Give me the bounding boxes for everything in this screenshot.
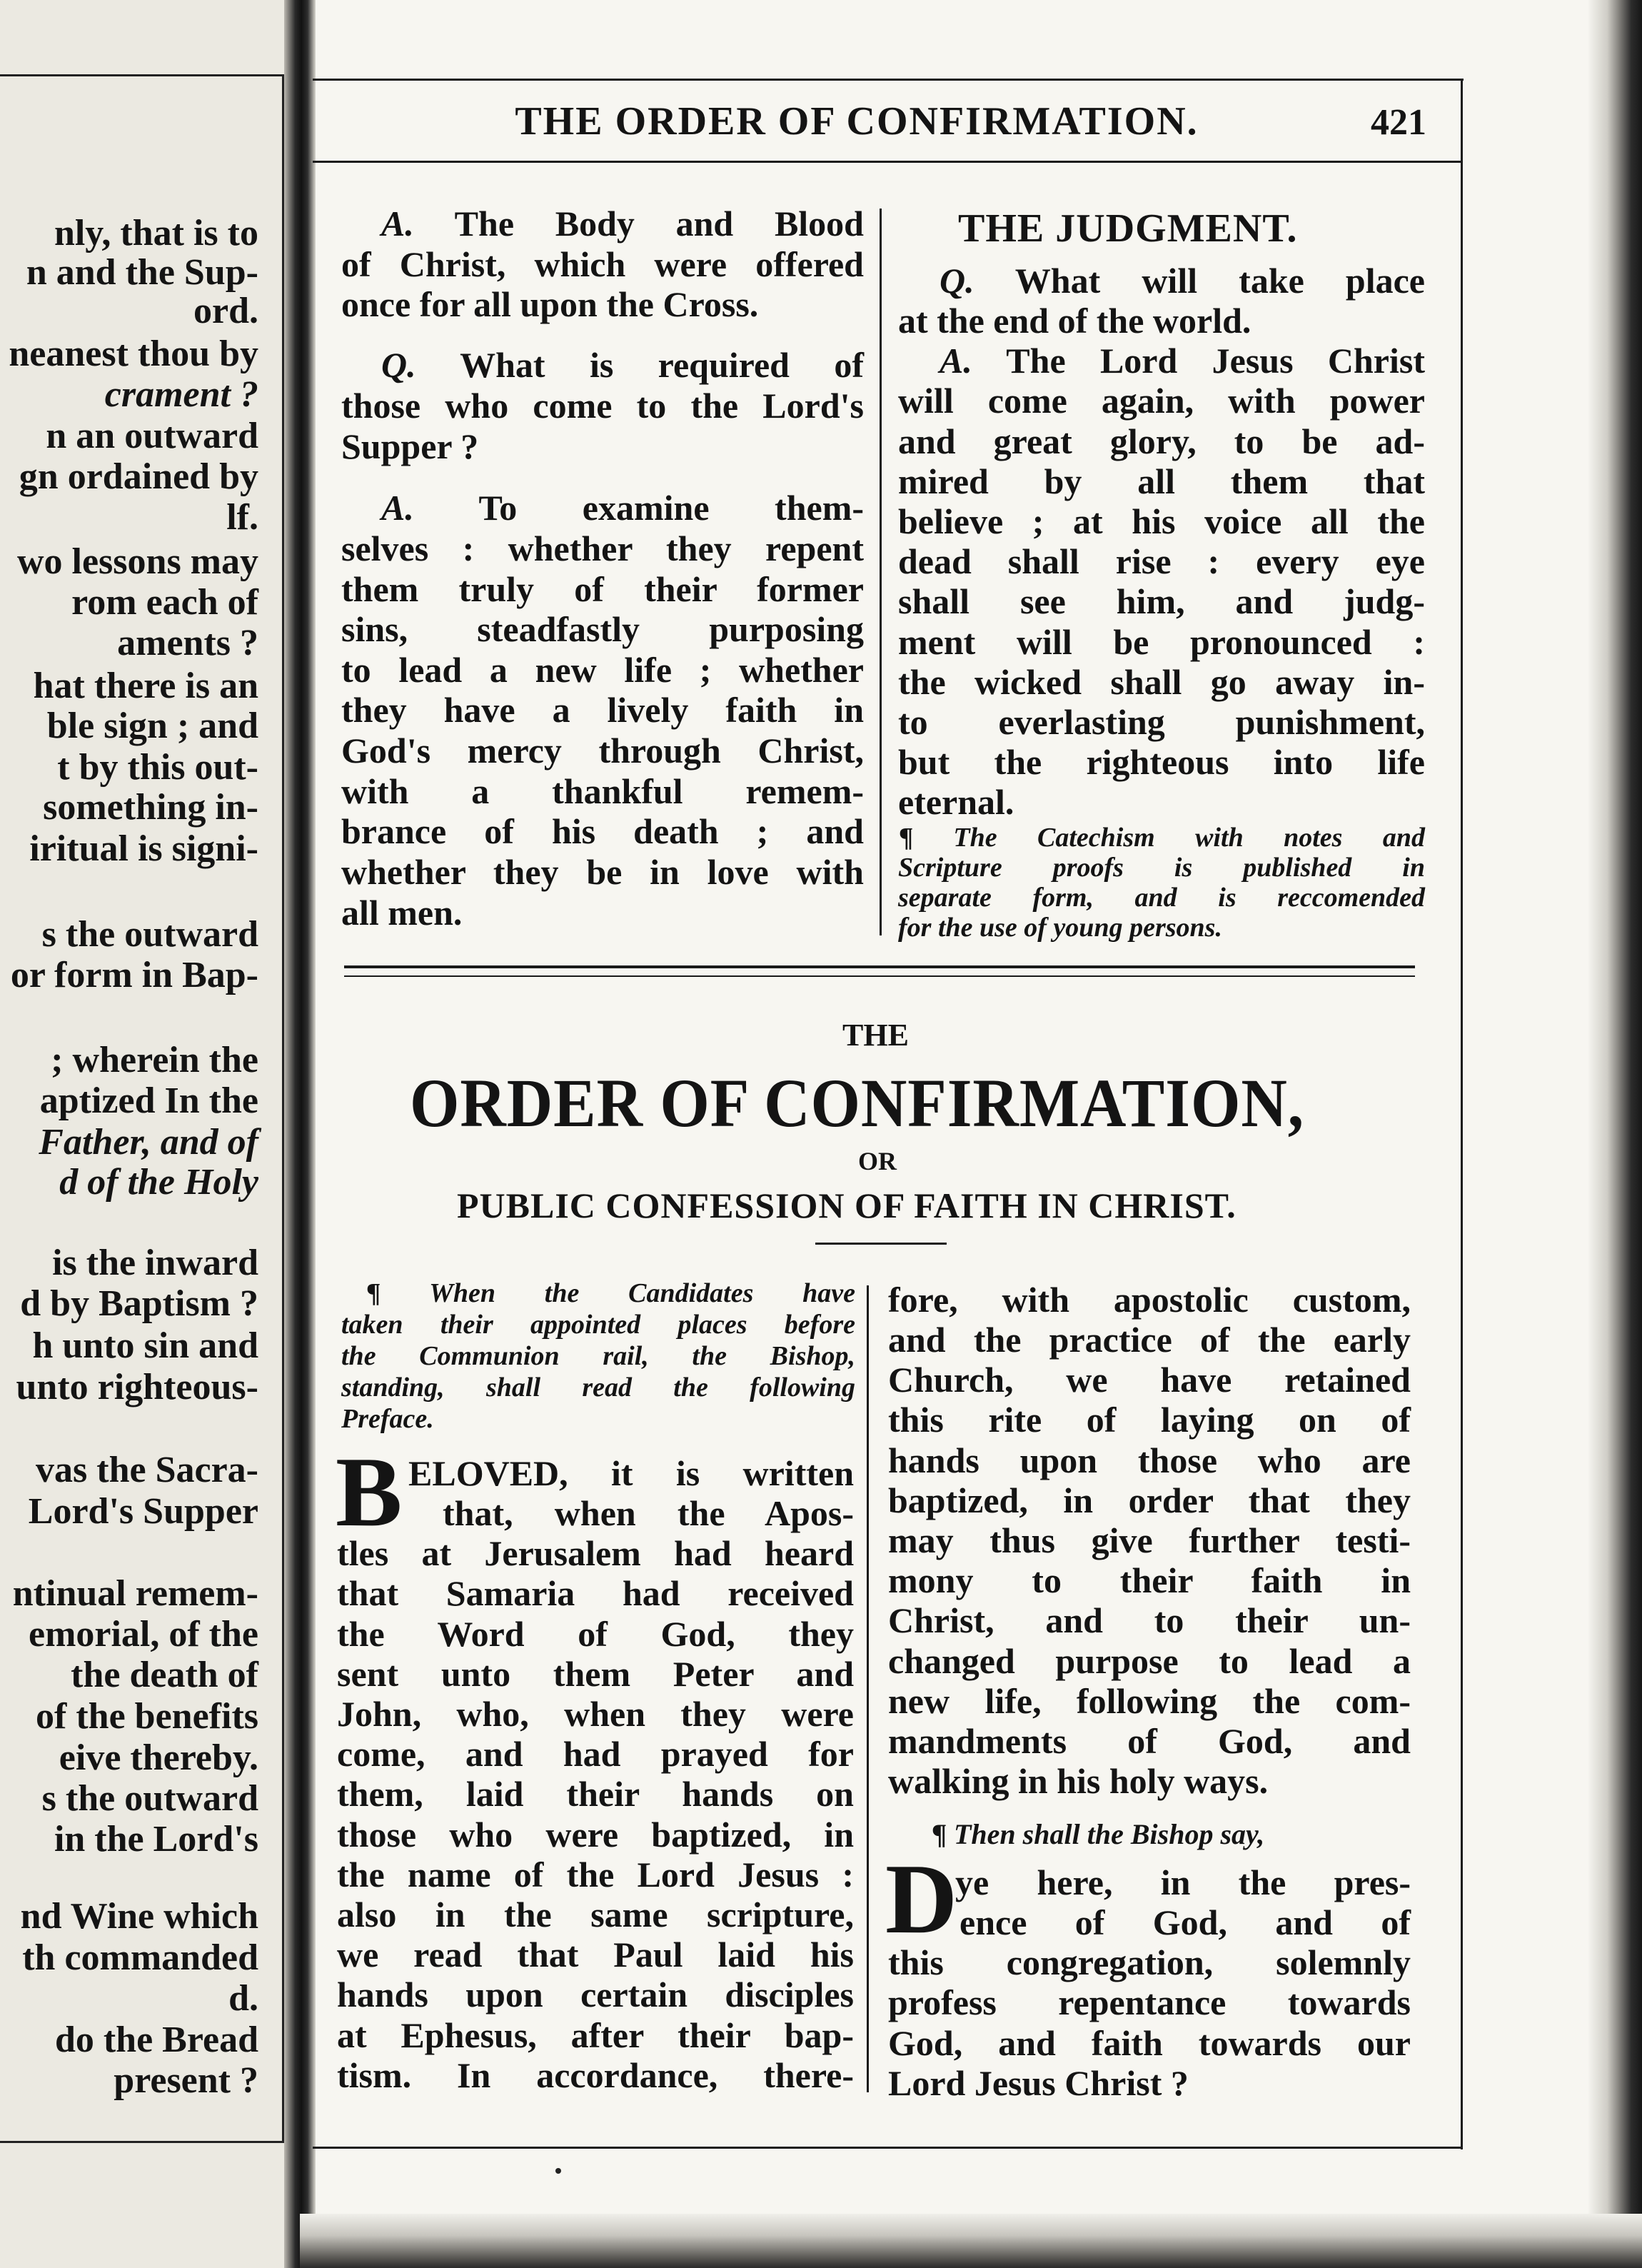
- judgment-line: to everlasting punishment,: [898, 702, 1425, 742]
- left-page-line: gn ordained by: [19, 456, 258, 497]
- preface-line: that Samaria had received: [337, 1573, 854, 1613]
- catechism-note-line: ¶ The Catechism with notes and: [900, 823, 1425, 853]
- rubric-line: Preface.: [341, 1404, 434, 1434]
- preface-continued-line: and the practice of the early: [888, 1320, 1411, 1360]
- preface-line: come, and had prayed for: [337, 1734, 854, 1774]
- left-page-line: ntinual remem-: [12, 1573, 258, 1614]
- judgment-heading: THE JUDGMENT.: [958, 206, 1298, 251]
- left-page-line: Father, and of: [39, 1122, 258, 1163]
- catechism-line: Q. What is required of: [381, 345, 864, 385]
- judgment-line: at the end of the world.: [898, 301, 1251, 341]
- left-page-line: do the Bread: [54, 2019, 258, 2060]
- question-line: ye here, in the pres-: [955, 1862, 1411, 1902]
- left-facing-page: [0, 0, 300, 2268]
- left-page-line: th commanded: [22, 1937, 258, 1978]
- preface-continued-line: mony to their faith in: [888, 1560, 1411, 1600]
- heading-or: OR: [858, 1147, 897, 1175]
- running-title: THE ORDER OF CONFIRMATION.: [515, 99, 1199, 144]
- left-page-line: eive thereby.: [59, 1737, 258, 1778]
- preface-line: those who were baptized, in: [337, 1815, 854, 1855]
- left-page-line: is the inward: [52, 1243, 258, 1283]
- judgment-line: but the righteous into life: [898, 742, 1425, 782]
- left-page-line: nd Wine which: [20, 1896, 258, 1937]
- catechism-line: them truly of their former: [341, 569, 864, 609]
- left-page-line: wo lessons may: [16, 541, 258, 582]
- left-page-line: hat there is an: [33, 666, 258, 706]
- preface-continued-line: fore, with apostolic custom,: [888, 1280, 1411, 1320]
- page-number: 421: [1371, 102, 1426, 143]
- preface-line: that, when the Apos-: [443, 1493, 854, 1533]
- left-page-line: in the Lord's: [54, 1819, 258, 1860]
- preface-continued-line: Christ, and to their un-: [888, 1600, 1411, 1640]
- catechism-line: of Christ, which were offered: [341, 244, 864, 284]
- page-dot-mark: [555, 2168, 561, 2174]
- question-line: profess repentance towards: [888, 1982, 1411, 2022]
- preface-continued-line: may thus give further testi-: [888, 1520, 1411, 1560]
- question-line: ence of God, and of: [959, 1902, 1411, 1942]
- preface-continued-line: this rite of laying on of: [888, 1400, 1411, 1440]
- left-page-line: ble sign ; and: [46, 706, 258, 746]
- catechism-line: sins, steadfastly purposing: [341, 609, 864, 649]
- left-page-line: unto righteous-: [16, 1367, 258, 1408]
- question-line: this congregation, solemnly: [888, 1942, 1411, 1982]
- preface-continued-line: hands upon those who are: [888, 1440, 1411, 1480]
- left-page-line: or form in Bap-: [10, 955, 258, 995]
- preface-continued-line: walking in his holy ways.: [888, 1761, 1269, 1801]
- left-page-line: vas the Sacra-: [36, 1450, 258, 1490]
- left-page-line: s the outward: [41, 1778, 258, 1819]
- left-page-line: the death of: [71, 1655, 258, 1695]
- judgment-line: the wicked shall go away in-: [898, 662, 1425, 702]
- drop-cap-b: B: [336, 1437, 403, 1547]
- preface-line: John, who, when they were: [337, 1694, 854, 1734]
- judgment-line: A. The Lord Jesus Christ: [940, 341, 1425, 381]
- left-page-line: aptized In the: [39, 1080, 258, 1121]
- page-frame-top: [313, 79, 1464, 81]
- rubric-line: taken their appointed places before: [341, 1310, 855, 1340]
- judgment-line: dead shall rise : every eye: [898, 541, 1425, 581]
- left-page-line: d of the Holy: [59, 1162, 258, 1203]
- preface-continued-line: changed purpose to lead a: [888, 1641, 1411, 1681]
- preface-line: we read that Paul laid his: [337, 1935, 854, 1975]
- section-rule-upper: [344, 965, 1415, 968]
- left-page-line: emorial, of the: [28, 1614, 258, 1655]
- preface-line: sent unto them Peter and: [337, 1654, 854, 1694]
- catechism-line: they have a lively faith in: [341, 690, 864, 730]
- judgment-line: shall see him, and judg-: [898, 581, 1425, 621]
- left-page-line: neanest thou by: [9, 333, 258, 374]
- left-page-line: d.: [228, 1978, 258, 2019]
- page-frame-bottom: [313, 2147, 1463, 2149]
- bottom-edge-shadow: [300, 2214, 1642, 2268]
- drop-cap-d: D: [885, 1844, 958, 1955]
- page-edge-shadow: [1588, 0, 1642, 2268]
- preface-line: hands upon certain disciples: [337, 1975, 854, 2014]
- header-rule: [313, 161, 1461, 163]
- left-page-line: crament ?: [104, 374, 258, 415]
- left-page-line: nly, that is to: [54, 213, 258, 254]
- title-underline: [815, 1243, 947, 1245]
- catechism-note-line: separate form, and is reccomended: [898, 883, 1425, 913]
- judgment-line: believe ; at his voice all the: [898, 501, 1425, 541]
- preface-continued-line: baptized, in order that they: [888, 1480, 1411, 1520]
- preface-line: tles at Jerusalem had heard: [337, 1533, 854, 1573]
- speaker-label: A.: [381, 488, 414, 528]
- catechism-note-line: Scripture proofs is published in: [898, 853, 1425, 883]
- left-page-line: aments ?: [117, 623, 258, 663]
- catechism-note-line: for the use of young persons.: [898, 913, 1222, 943]
- left-page-line: rom each of: [71, 582, 258, 623]
- preface-line: ELOVED, it is written: [408, 1453, 854, 1493]
- judgment-line: eternal.: [898, 782, 1014, 822]
- rubric-line: standing, shall read the following: [341, 1373, 855, 1403]
- main-title: ORDER OF CONFIRMATION,: [410, 1065, 1304, 1141]
- catechism-line: A. The Body and Blood: [381, 204, 864, 244]
- preface-line: them, laid their hands on: [337, 1774, 854, 1814]
- column-divider-bottom: [867, 1285, 869, 2092]
- left-page-line: of the benefits: [36, 1696, 258, 1737]
- left-page-line: t by this out-: [57, 747, 258, 788]
- question-line: Lord Jesus Christ ?: [888, 2063, 1189, 2103]
- judgment-line: will come again, with power: [898, 381, 1425, 421]
- left-page-line: lf.: [226, 497, 258, 538]
- left-page-line: d by Baptism ?: [20, 1283, 258, 1324]
- speaker-label: Q.: [381, 345, 416, 385]
- judgment-line: and great glory, to be ad-: [898, 421, 1425, 461]
- judgment-line: ment will be pronounced :: [898, 622, 1425, 662]
- preface-line: the Word of God, they: [337, 1614, 854, 1654]
- book-gutter: [284, 0, 316, 2268]
- judgment-line: Q. What will take place: [940, 261, 1425, 301]
- catechism-line: once for all upon the Cross.: [341, 284, 759, 324]
- preface-continued-line: mandments of God, and: [888, 1721, 1411, 1761]
- heading-the: THE: [842, 1018, 909, 1053]
- left-page-line: n and the Sup-: [26, 252, 258, 293]
- catechism-line: brance of his death ; and: [341, 811, 864, 851]
- left-page-line: something in-: [43, 787, 258, 828]
- left-page-line: present ?: [114, 2060, 258, 2101]
- preface-line: the name of the Lord Jesus :: [337, 1855, 854, 1895]
- left-page-line: iritual is signi-: [29, 828, 258, 869]
- preface-line: tism. In accordance, there-: [337, 2055, 854, 2095]
- catechism-line: those who come to the Lord's: [341, 386, 864, 426]
- column-divider-top: [880, 209, 882, 935]
- left-page-line: s the outward: [41, 914, 258, 955]
- catechism-line: whether they be in love with: [341, 852, 864, 892]
- page-frame-right: [1461, 79, 1463, 2149]
- catechism-line: all men.: [341, 893, 463, 933]
- speaker-label: Q.: [940, 261, 974, 301]
- question-line: God, and faith towards our: [888, 2023, 1411, 2063]
- preface-continued-line: new life, following the com-: [888, 1681, 1411, 1721]
- catechism-line: A. To examine them-: [381, 488, 864, 528]
- speaker-label: A.: [940, 341, 972, 381]
- left-page-line: Lord's Supper: [28, 1491, 258, 1532]
- left-page-line: n an outward: [46, 416, 258, 456]
- rubric-bishop: ¶ Then shall the Bishop say,: [932, 1818, 1265, 1850]
- judgment-line: mired by all them that: [898, 461, 1425, 501]
- catechism-line: with a thankful remem-: [341, 771, 864, 811]
- preface-line: also in the same scripture,: [337, 1895, 854, 1935]
- heading-subtitle: PUBLIC CONFESSION OF FAITH IN CHRIST.: [457, 1185, 1236, 1225]
- preface-continued-line: Church, we have retained: [888, 1360, 1411, 1400]
- section-rule-lower: [344, 975, 1415, 977]
- preface-line: at Ephesus, after their bap-: [337, 2015, 854, 2055]
- left-page-line: ord.: [193, 291, 258, 331]
- rubric-line: the Communion rail, the Bishop,: [341, 1341, 855, 1371]
- speaker-label: A.: [381, 204, 414, 244]
- catechism-line: God's mercy through Christ,: [341, 731, 864, 771]
- left-page-line: ; wherein the: [51, 1040, 258, 1080]
- left-page-text: [0, 0, 258, 2142]
- catechism-line: to lead a new life ; whether: [341, 650, 864, 690]
- left-page-line: h unto sin and: [32, 1325, 258, 1366]
- rubric-line: ¶ When the Candidates have: [367, 1278, 855, 1308]
- catechism-line: selves : whether they repent: [341, 528, 864, 568]
- catechism-line: Supper ?: [341, 426, 479, 466]
